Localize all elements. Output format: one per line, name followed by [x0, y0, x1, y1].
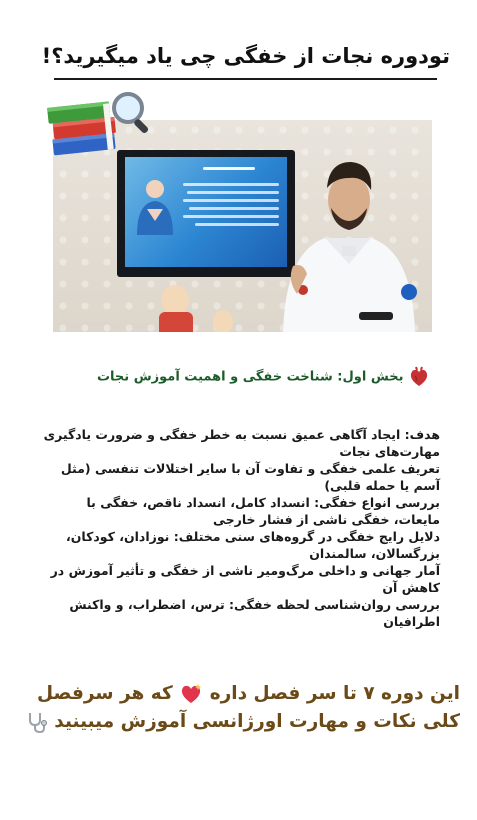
footer-line-2	[18, 708, 460, 736]
section-heading-text: بخش اول: شناخت خفگی و اهمیت آموزش نجات	[96, 369, 404, 385]
footer-line-2-text: کلی نکات و مهارت اورژانسی آموزش میبینید	[54, 711, 460, 732]
section-heading	[60, 366, 430, 388]
course-outline	[40, 426, 440, 630]
cpr-mannequin	[145, 282, 235, 332]
outline-item: تعریف علمی خفگی و تفاوت آن با سایر اختلالات تنفسی (مثل آسم یا حمله قلبی)	[60, 461, 440, 493]
title-underline	[54, 78, 437, 80]
outline-item: بررسی انواع خفگی: انسداد کامل، انسداد ناقص، خفگی با مایعات، خفگی ناشی از فشار خارجی	[86, 495, 440, 527]
books-with-magnifier-icon	[46, 84, 156, 164]
outline-item: آمار جهانی و داخلی مرگ‌ومیر ناشی از خفگی و تأثیر آموزش در کاهش آن	[50, 563, 440, 595]
sparkling-heart-icon	[179, 682, 203, 706]
screen-person-illustration	[133, 175, 177, 235]
anatomical-heart-icon	[408, 366, 430, 388]
footer-line-1-text: این دوره ۷ تا سر فصل داره	[209, 683, 460, 704]
footer-note	[18, 680, 460, 736]
outline-item: دلایل رایج خفگی در گروه‌های سنی مختلف: نوزادان، کودکان، بزرگسالان، سالمندان	[65, 529, 440, 561]
instructor-person	[263, 142, 432, 332]
footer-line-1-tail: که هر سرفصل	[37, 683, 173, 704]
footer-line-1	[18, 680, 460, 708]
outline-item: بررسی روان‌شناسی لحظه خفگی: ترس، اضطراب، و واکنش اطرافیان	[69, 597, 440, 629]
stethoscope-icon	[24, 710, 48, 734]
page-title: تودوره نجات از خفگی چی یاد میگیرید؟!	[41, 44, 450, 68]
outline-item: هدف: ایجاد آگاهی عمیق نسبت به خطر خفگی و ضرورت یادگیری مهارت‌های نجات	[43, 427, 440, 459]
